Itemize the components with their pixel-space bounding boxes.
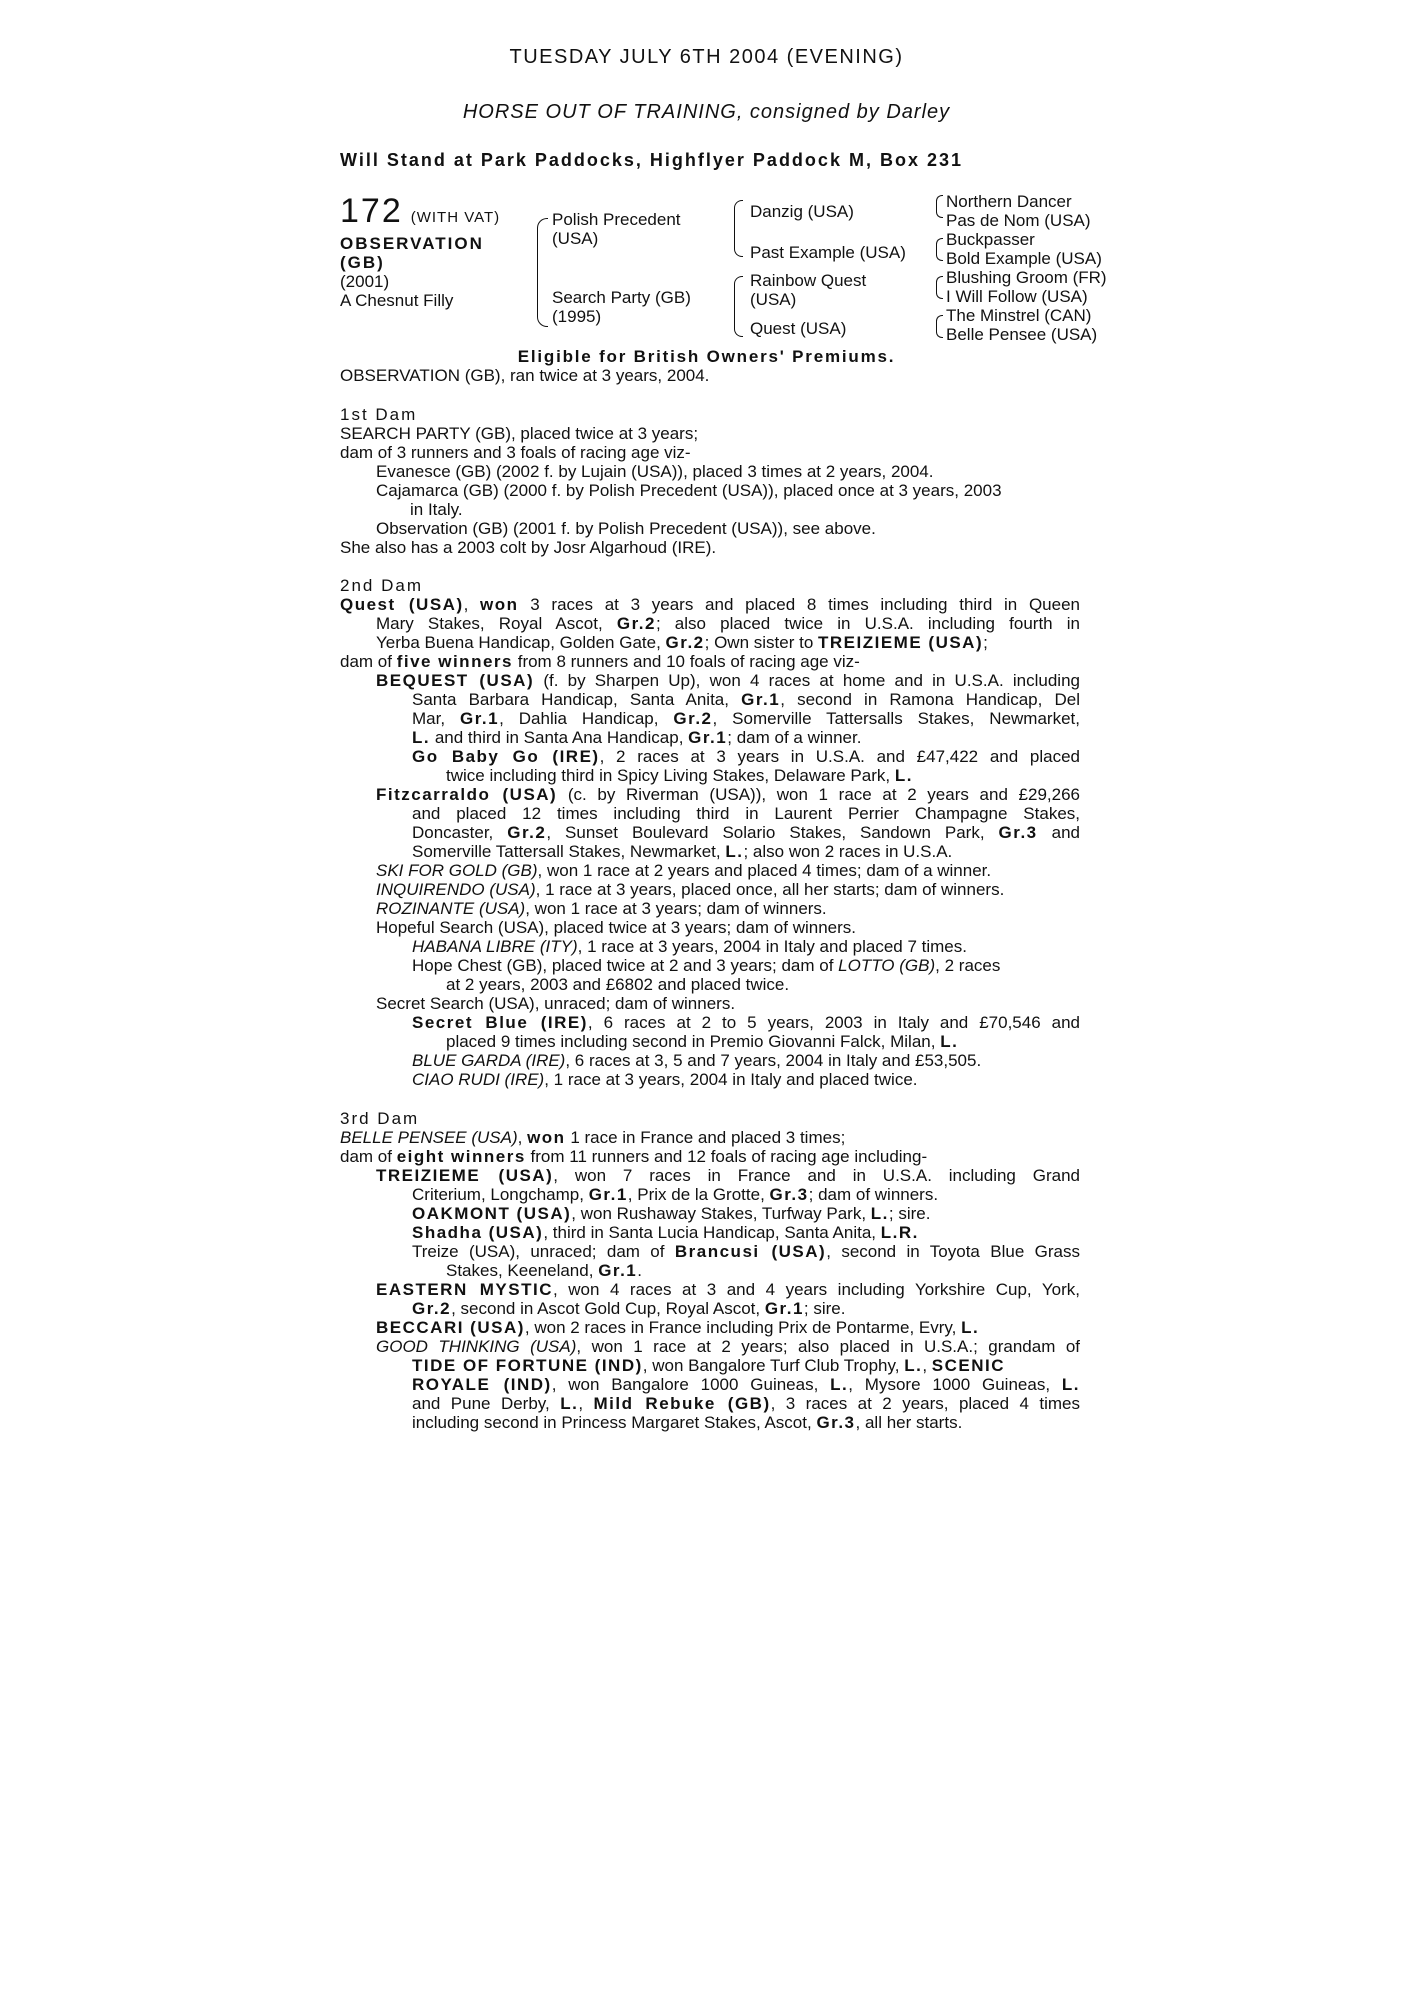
text-run: , Mysore 1000 Guineas, <box>848 1375 1051 1394</box>
grade: L. <box>1061 1375 1080 1394</box>
dam-name: Search Party (GB) <box>552 288 691 307</box>
winners-count: eight winners <box>396 1147 526 1166</box>
first-dam-line: Observation (GB) (2001 f. by Polish Precedent (USA)), see above. <box>376 519 876 538</box>
text-run: Doncaster, <box>412 823 494 842</box>
text-run: Hopeful Search (USA), placed twice at 3 years; dam of winners. <box>376 918 856 937</box>
lot-number <box>340 192 500 231</box>
grade: Gr.1 <box>598 1261 638 1280</box>
grade: L. <box>904 1356 923 1375</box>
text-run: Mary Stakes, Royal Ascot, <box>376 614 603 633</box>
grade: L. <box>412 728 431 747</box>
text-run: Mar, <box>412 709 446 728</box>
text-run: , Somerville Tattersalls Stakes, Newmarket, <box>712 709 1080 728</box>
text-run: Secret Search (USA), unraced; dam of winners. <box>376 994 736 1013</box>
horse-bold: SCENIC <box>931 1356 1006 1375</box>
text-run: dam of <box>340 652 392 671</box>
eligibility-note: Eligible for British Owners' Premiums. <box>517 347 896 366</box>
text-run: ; also won 2 races in U.S.A. <box>743 842 953 861</box>
grade: Gr.3 <box>816 1413 856 1432</box>
text-run: from 11 runners and 12 foals of racing age including- <box>530 1147 928 1166</box>
text-run: , 1 race at 3 years, 2004 in Italy and placed twice. <box>544 1070 918 1089</box>
text-run: , 1 race at 3 years, placed once, all her starts; dam of winners. <box>535 880 1005 899</box>
text-run: , won 1 race at 2 years; also placed in U.S.A.; grandam of <box>576 1337 1080 1356</box>
grade: Gr.1 <box>460 709 500 728</box>
summary-line <box>340 366 1080 385</box>
horse-bold: Mild Rebuke (GB) <box>593 1394 771 1413</box>
horse-country: (GB) <box>340 253 385 272</box>
horse-italic: BELLE PENSEE (USA) <box>340 1128 518 1147</box>
horse-bold: TIDE OF FORTUNE (IND) <box>412 1356 643 1375</box>
first-dam-line: dam of 3 runners and 3 foals of racing age viz- <box>340 443 691 462</box>
text-run: , all her starts. <box>855 1413 963 1432</box>
text-run: , won 1 race at 3 years; dam of winners. <box>525 899 827 918</box>
horse-bold: Go Baby Go (IRE) <box>412 747 600 766</box>
horse-bold: Brancusi (USA) <box>674 1242 827 1261</box>
first-dam-section <box>340 405 1080 557</box>
horse-italic: CIAO RUDI (IRE) <box>412 1070 545 1089</box>
text-run: , Dahlia Handicap, <box>499 709 659 728</box>
grade: Gr.2 <box>665 633 705 652</box>
grade: Gr.3 <box>998 823 1038 842</box>
dam-brace-bottom <box>734 306 743 337</box>
text-run: Santa Barbara Handicap, Santa Anita, <box>412 690 729 709</box>
text-run: at 2 years, 2003 and £6802 and placed twice. <box>446 975 790 994</box>
pedigree-dam <box>552 288 691 326</box>
location-line: Will Stand at Park Paddocks, Highflyer Paddock M, Box 231 <box>340 150 963 170</box>
text-run: (f. by Sharpen Up), won 4 races at home and in U.S.A. including <box>543 671 1080 690</box>
pedigree-sire <box>552 210 681 248</box>
ggp-6: I Will Follow (USA) <box>946 287 1088 306</box>
grade: L. <box>870 1204 889 1223</box>
ggp-brace-1b <box>936 206 943 218</box>
sale-date-header: TUESDAY JULY 6TH 2004 (EVENING) <box>509 46 904 68</box>
pedigree-brace-bottom <box>537 278 548 327</box>
horse-italic: INQUIRENDO (USA) <box>376 880 536 899</box>
dam-sire-country: (USA) <box>750 290 797 309</box>
sire-country: (USA) <box>552 229 599 248</box>
dam-sire <box>750 271 866 309</box>
grade: L. <box>560 1394 579 1413</box>
text-run: dam of <box>340 1147 392 1166</box>
first-dam-line: SEARCH PARTY (GB), placed twice at 3 years; <box>340 424 699 443</box>
text-run: placed 9 times including second in Premio Giovanni Falck, Milan, <box>446 1032 936 1051</box>
text-run: , won 4 races at 3 and 4 years including Yorkshire Cup, York, <box>552 1280 1080 1299</box>
text-run: including second in Princess Margaret Stakes, Ascot, <box>412 1413 812 1432</box>
text-run: twice including third in Spicy Living Stakes, Delaware Park, <box>446 766 891 785</box>
horse-italic: GOOD THINKING (USA) <box>376 1337 577 1356</box>
grade: Gr.2 <box>507 823 547 842</box>
text-run: , 3 races at 2 years, placed 4 times <box>770 1394 1080 1413</box>
text-run: , won Bangalore 1000 Guineas, <box>551 1375 819 1394</box>
grade: Gr.1 <box>588 1185 628 1204</box>
text-run: Hope Chest (GB), placed twice at 2 and 3 years; dam of <box>412 956 834 975</box>
horse-bold: Fitzcarraldo (USA) <box>376 785 558 804</box>
text-run: Treize (USA), unraced; dam of <box>412 1242 665 1261</box>
horse-italic: LOTTO (GB) <box>838 956 936 975</box>
vat-note: (WITH VAT) <box>410 209 501 226</box>
won-word: won <box>480 595 519 614</box>
ggp-4: Bold Example (USA) <box>946 249 1102 268</box>
horse-bold: Secret Blue (IRE) <box>412 1013 588 1032</box>
grade: Gr.2 <box>673 709 713 728</box>
horse-bold: BECCARI (USA) <box>376 1318 525 1337</box>
ggp-3: Buckpasser <box>946 230 1035 249</box>
text-run: ; dam of a winner. <box>727 728 862 747</box>
text-run: , 2 races at 3 years in U.S.A. and £47,422 and placed <box>599 747 1080 766</box>
grade: L. <box>940 1032 959 1051</box>
summary-text: OBSERVATION (GB), ran twice at 3 years, 2004. <box>340 366 710 385</box>
horse-bold: EASTERN MYSTIC <box>376 1280 553 1299</box>
second-dam-heading: 2nd Dam <box>340 576 423 595</box>
second-dam-section: 2nd Dam Quest (USA), won 3 races at 3 years and placed 8 times including third in Queen Mary Stakes, Royal Ascot, Gr.2; also placed twice in U.S.A. including fourth in Yerba Buena Handicap, Golden Gate, Gr.2; Own sister to TREIZIEME (USA); dam of five winners from 8 runners and 10 foals of racing age viz- BEQUEST (USA) (f. by Sharpen Up), won 4 races at home and in U.S.A. including Santa Barbara Handicap, Santa Anita, Gr.1, second in Ramona Handicap, Del Mar, Gr.1, Dahlia Handicap, Gr.2, Somerville Tattersalls Stakes, Newmarket, L. and third in Santa Ana Handicap, Gr.1; dam of a winner. Go Baby Go (IRE), 2 races at 3 years in U.S.A. and £47,422 and placed twice including third in Spicy Living Stakes, Delaware Park, L. Fitzcarraldo (USA) (c. by Riverman (USA)), won 1 race at 2 years and £29,266 and placed 12 times including third in Laurent Perrier Champagne Stakes, Doncaster, Gr.2, Sunset Boulevard Solario Stakes, Sandown Park, Gr.3 and Somerville Tattersall Stakes, Newmarket, L.; also won 2 races in U.S.A. SKI FOR GOLD (GB), won 1 race at 2 years and placed 4 times; dam of a winner. INQUIRENDO (USA), 1 race at 3 years, placed once, all her starts; dam of winners. ROZINANTE (USA), won 1 race at 3 years; dam of winners. Hopeful Search (USA), placed twice at 3 years; dam of winners. HABANA LIBRE (ITY), 1 race at 3 years, 2004 in Italy and placed 7 times. Hope Chest (GB), placed twice at 2 and 3 years; dam of LOTTO (GB), 2 races at 2 years, 2003 and £6802 and placed twice. Secret Search (USA), unraced; dam of winners. Secret Blue (IRE), 6 races at 2 to 5 years, 2003 in Italy and £70,546 and placed 9 times including second in Premio Giovanni Falck, Milan, L. BLUE GARDA (IRE), 6 races at 3, 5 and 7 years, 2004 in Italy and £53,505. CIAO RUDI (IRE), 1 race at 3 years, 2004 in Italy and placed twice. <box>340 576 1081 1089</box>
dam-brace-top <box>734 276 743 307</box>
text-run: , second in Ramona Handicap, Del <box>780 690 1081 709</box>
horse-italic: SKI FOR GOLD (GB) <box>376 861 538 880</box>
dam-sire-name: Rainbow Quest <box>750 271 867 290</box>
grade: L. <box>961 1318 980 1337</box>
third-dam-heading: 3rd Dam <box>340 1109 420 1128</box>
text-run: and <box>1051 823 1080 842</box>
text-run: (c. by Riverman (USA)), won 1 race at 2 years and £29,266 <box>567 785 1080 804</box>
grade: Gr.1 <box>764 1299 804 1318</box>
grade: L. <box>830 1375 849 1394</box>
text-run: Stakes, Keeneland, <box>446 1261 594 1280</box>
text-run: ; dam of winners. <box>808 1185 939 1204</box>
grade: Gr.2 <box>412 1299 452 1318</box>
text-run: , 6 races at 3, 5 and 7 years, 2004 in Italy and £53,505. <box>565 1051 982 1070</box>
grade: Gr.2 <box>616 614 656 633</box>
horse-bold: ROYALE (IND) <box>412 1375 552 1394</box>
sire-brace-bottom <box>734 228 743 257</box>
text-run: , third in Santa Lucia Handicap, Santa Anita, <box>543 1223 877 1242</box>
grade: L. <box>725 842 744 861</box>
ggp-1: Northern Dancer <box>946 192 1072 211</box>
quest-name: Quest (USA) <box>340 595 464 614</box>
first-dam-line: Evanesce (GB) (2002 f. by Lujain (USA)), placed 3 times at 2 years, 2004. <box>376 462 934 481</box>
ggp-7: The Minstrel (CAN) <box>946 306 1092 325</box>
ggp-5: Blushing Groom (FR) <box>946 268 1107 287</box>
grade: Gr.1 <box>688 728 728 747</box>
horse-bold: TREIZIEME (USA) <box>818 633 984 652</box>
horse-bold: Shadha (USA) <box>412 1223 544 1242</box>
horse-description: A Chesnut Filly <box>340 291 454 310</box>
text-run: , Sunset Boulevard Solario Stakes, Sandown Park, <box>546 823 985 842</box>
grade: L.R. <box>880 1223 919 1242</box>
grade: Gr.1 <box>741 690 781 709</box>
text-run: , won Rushaway Stakes, Turfway Park, <box>571 1204 867 1223</box>
text-run: ; Own sister to <box>704 633 814 652</box>
text-run: ; sire. <box>803 1299 846 1318</box>
ggp-brace-2b <box>936 249 943 261</box>
ggp-8: Belle Pensee (USA) <box>946 325 1098 344</box>
horse-info <box>340 234 484 310</box>
lot-number-value: 172 <box>340 192 403 230</box>
text-run: , second in Ascot Gold Cup, Royal Ascot, <box>451 1299 761 1318</box>
sire-name: Polish Precedent <box>552 210 681 229</box>
ggp-2: Pas de Nom (USA) <box>946 211 1091 230</box>
first-dam-line: in Italy. <box>410 500 463 519</box>
first-dam-line: She also has a 2003 colt by Josr Algarhoud (IRE). <box>340 538 717 557</box>
text-run: and placed 12 times including third in Laurent Perrier Champagne Stakes, <box>412 804 1080 823</box>
ggp-brace-3b <box>936 287 943 299</box>
sire-sire: Danzig (USA) <box>750 202 854 221</box>
sire-dam: Past Example (USA) <box>750 243 906 262</box>
winners-count: five winners <box>396 652 513 671</box>
text-run: , won Bangalore Turf Club Trophy, <box>642 1356 900 1375</box>
text-run: , 6 races at 2 to 5 years, 2003 in Italy and £70,546 and <box>587 1013 1080 1032</box>
text-run: , 2 races <box>935 956 1001 975</box>
first-dam-heading: 1st Dam <box>340 405 418 424</box>
great-grandparents <box>946 192 1107 344</box>
text-run: and third in Santa Ana Handicap, <box>434 728 684 747</box>
dam-dam: Quest (USA) <box>750 319 847 338</box>
horse-bold: OAKMONT (USA) <box>412 1204 572 1223</box>
sire-brace-top <box>734 200 743 229</box>
text-run: , Prix de la Grotte, <box>627 1185 765 1204</box>
third-dam-section: 3rd Dam BELLE PENSEE (USA), won 1 race in France and placed 3 times; dam of eight winners from 11 runners and 12 foals of racing age including- TREIZIEME (USA), won 7 races in France and in U.S.A. including Grand Criterium, Longchamp, Gr.1, Prix de la Grotte, Gr.3; dam of winners. OAKMONT (USA), won Rushaway Stakes, Turfway Park, L.; sire. Shadha (USA), third in Santa Lucia Handicap, Santa Anita, L.R. Treize (USA), unraced; dam of Brancusi (USA), second in Toyota Blue Grass Stakes, Keeneland, Gr.1. EASTERN MYSTIC, won 4 races at 3 and 4 years including Yorkshire Cup, York, Gr.2, second in Ascot Gold Cup, Royal Ascot, Gr.1; sire. BECCARI (USA), won 2 races in France including Prix de Pontarme, Evry, L. GOOD THINKING (USA), won 1 race at 2 years; also placed in U.S.A.; grandam of TIDE OF FORTUNE (IND), won Bangalore Turf Club Trophy, L., SCENIC ROYALE (IND), won Bangalore 1000 Guineas, L., Mysore 1000 Guineas, L. and Pune Derby, L., Mild Rebuke (GB), 3 races at 2 years, placed 4 times including second in Princess Margaret Stakes, Ascot, Gr.3, all her starts. <box>340 1109 1080 1432</box>
text-run: ; also placed twice in U.S.A. including fourth in <box>655 614 1081 633</box>
horse-bold: TREIZIEME (USA) <box>376 1166 554 1185</box>
first-dam-line: Cajamarca (GB) (2000 f. by Polish Precedent (USA)), placed once at 3 years, 2003 <box>376 481 1002 500</box>
horse-year: (2001) <box>340 272 390 291</box>
pedigree-brace-top <box>537 218 548 279</box>
text-run: 1 race in France and placed 3 times; <box>570 1128 846 1147</box>
text-run: , second in Toyota Blue Grass <box>826 1242 1080 1261</box>
dam-year: (1995) <box>552 307 602 326</box>
won-word: won <box>527 1128 566 1147</box>
horse-italic: HABANA LIBRE (ITY) <box>412 937 578 956</box>
text-run: Somerville Tattersall Stakes, Newmarket, <box>412 842 721 861</box>
grade: Gr.3 <box>769 1185 809 1204</box>
horse-bold: BEQUEST (USA) <box>376 671 535 690</box>
consignment-subtitle: HORSE OUT OF TRAINING, consigned by Darley <box>462 101 951 123</box>
text-run: from 8 runners and 10 foals of racing age viz- <box>517 652 860 671</box>
horse-name: OBSERVATION <box>340 234 484 253</box>
text-run: , won 1 race at 2 years and placed 4 times; dam of a winner. <box>537 861 992 880</box>
text-run: ; sire. <box>888 1204 931 1223</box>
text-run: , won 7 races in France and in U.S.A. including Grand <box>553 1166 1080 1185</box>
horse-italic: ROZINANTE (USA) <box>376 899 526 918</box>
grade: L. <box>894 766 913 785</box>
text-run: 3 races at 3 years and placed 8 times including third in Queen <box>530 595 1080 614</box>
ggp-brace-4b <box>936 326 943 338</box>
text-run: Criterium, Longchamp, <box>412 1185 584 1204</box>
text-run: , 1 race at 3 years, 2004 in Italy and placed 7 times. <box>577 937 967 956</box>
text-run: Yerba Buena Handicap, Golden Gate, <box>376 633 661 652</box>
horse-italic: BLUE GARDA (IRE) <box>412 1051 566 1070</box>
text-run: and Pune Derby, <box>412 1394 550 1413</box>
text-run: , won 2 races in France including Prix de Pontarme, Evry, <box>524 1318 957 1337</box>
